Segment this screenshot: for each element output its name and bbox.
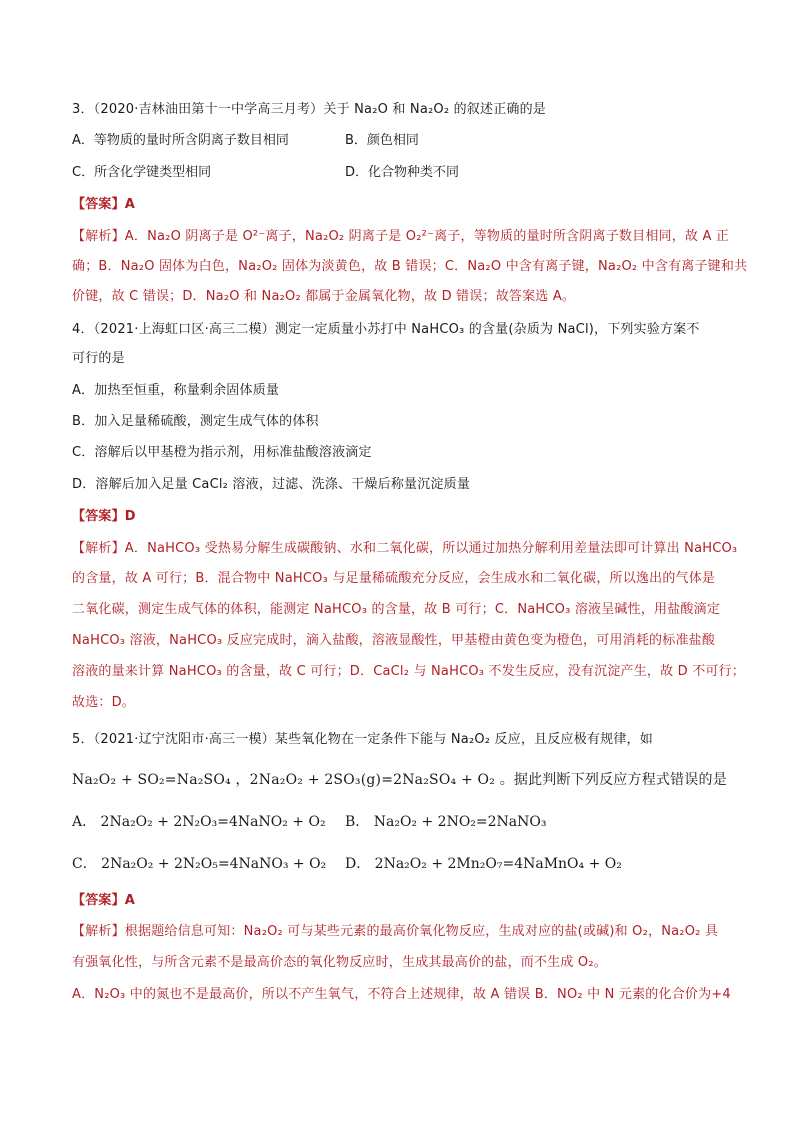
q4-option-d: D．溶解后加入足量 CaCl₂ 溶液，过滤、洗涤、干燥后称量沉淀质量	[72, 477, 471, 492]
q4-analysis-line: 溶液的量来计算 NaHCO₃ 的含量，故 C 可行；D．CaCl₂ 与 NaHCO₃ 不发生反应，没有沉淀产生，故 D 不可行；	[72, 664, 746, 679]
q4-option-c: C．溶解后以甲基橙为指示剂，用标准盐酸溶液滴定	[72, 445, 372, 460]
q3-option-d: D．化合物种类不同	[345, 165, 460, 180]
q4-option-a: A．加热至恒重，称量剩余固体质量	[72, 383, 280, 398]
q5-analysis-line: 有强氧化性，与所含元素不是最高价态的氧化物反应时，生成其最高价的盐，而不生成 O₂。	[72, 955, 607, 970]
q5-stem-equation-line: Na₂O₂ + SO₂=Na₂SO₄ ，2Na₂O₂ + 2SO₃(g)=2Na₂SO₄ + O₂ 。据此判断下列反应方程式错误的是	[72, 772, 727, 788]
q4-analysis-line: NaHCO₃ 溶液，NaHCO₃ 反应完成时，滴入盐酸，溶液显酸性，甲基橙由黄色变为橙色，可用消耗的标准盐酸	[72, 633, 716, 648]
q3-analysis-line: 确；B．Na₂O 固体为白色，Na₂O₂ 固体为淡黄色，故 B 错误；C．Na₂O 中含有离子键，Na₂O₂ 中含有离子键和共	[72, 259, 748, 274]
q4-analysis-line: 二氧化碳，测定生成气体的体积，能测定 NaHCO₃ 的含量，故 B 可行；C．NaHCO₃ 溶液呈碱性，用盐酸滴定	[72, 602, 721, 617]
q5-answer: 【答案】A	[72, 893, 136, 908]
q5-stem-line: 5．（2021·辽宁沈阳市·高三一模）某些氧化物在一定条件下能与 Na₂O₂ 反应，且反应极有规律，如	[72, 732, 653, 747]
q3-option-b: B．颜色相同	[345, 133, 419, 148]
q5-analysis-line: 【解析】根据题给信息可知：Na₂O₂ 可与某些元素的最高价氧化物反应，生成对应的盐(或碱)和 O₂，Na₂O₂ 具	[72, 924, 719, 939]
q4-analysis-line: 的含量，故 A 可行；B．混合物中 NaHCO₃ 与足量稀硫酸充分反应，会生成水和二氧化碳，所以逸出的气体是	[72, 571, 716, 586]
q3-option-a: A．等物质的量时所含阴离子数目相同	[72, 133, 289, 148]
q5-analysis-line: A．N₂O₃ 中的氮也不是最高价，所以不产生氧气，不符合上述规律，故 A 错误 B．NO₂ 中 N 元素的化合价为+4	[72, 987, 731, 1002]
q3-analysis-line: 【解析】A．Na₂O 阴离子是 O²⁻离子，Na₂O₂ 阴离子是 O₂²⁻离子，等物质的量时所含阴离子数目相同，故 A 正	[72, 229, 730, 244]
q4-analysis-line: 故选：D。	[72, 695, 136, 710]
q3-analysis-line: 价键，故 C 错误；D．Na₂O 和 Na₂O₂ 都属于金属氧化物，故 D 错误；故答案选 A。	[72, 289, 576, 304]
q4-answer: 【答案】D	[72, 509, 136, 524]
q3-stem: 3．（2020·吉林油田第十一中学高三月考）关于 Na₂O 和 Na₂O₂ 的叙述正确的是	[72, 102, 546, 117]
q3-answer: 【答案】A	[72, 197, 136, 212]
q3-option-c: C．所含化学键类型相同	[72, 165, 212, 180]
q5-option-d: D． 2Na₂O₂ + 2Mn₂O₇=4NaMnO₄ + O₂	[345, 856, 622, 872]
q4-option-b: B．加入足量稀硫酸，测定生成气体的体积	[72, 414, 319, 429]
q5-option-a: A． 2Na₂O₂ + 2N₂O₃=4NaNO₂ + O₂	[72, 814, 326, 830]
q4-analysis-line: 【解析】A．NaHCO₃ 受热易分解生成碳酸钠、水和二氧化碳，所以通过加热分解利用差量法即可计算出 NaHCO₃	[72, 541, 738, 556]
q5-option-c: C． 2Na₂O₂ + 2N₂O₅=4NaNO₃ + O₂	[72, 856, 327, 872]
q5-option-b: B． Na₂O₂ + 2NO₂=2NaNO₃	[345, 814, 547, 830]
q4-stem-line: 4．（2021·上海虹口区·高三二模）测定一定质量小苏打中 NaHCO₃ 的含量(杂质为 NaCl)，下列实验方案不	[72, 322, 700, 337]
q4-stem-line: 可行的是	[72, 351, 125, 366]
